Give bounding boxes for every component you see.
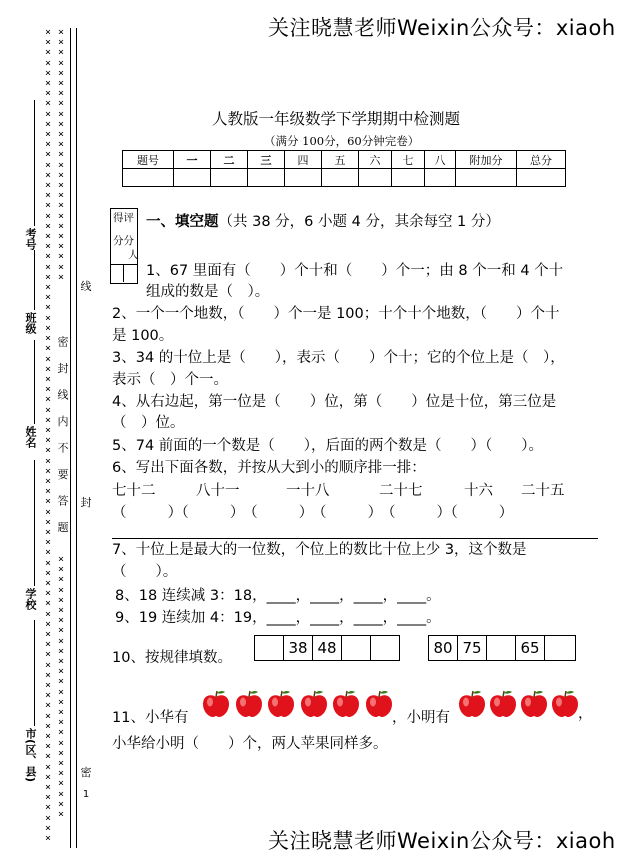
q6-word: 二十七 — [379, 483, 423, 499]
q6-word: 八十一 — [196, 483, 240, 499]
question-11-label-a: 11、小华有 — [112, 710, 189, 726]
apple-icon — [488, 690, 518, 718]
score-table-header — [123, 151, 566, 169]
line-shi — [34, 620, 35, 726]
score-table-blank-row — [123, 169, 566, 187]
question-1-line-2: 组成的数是（ ）。 — [146, 284, 270, 300]
score-cell: 五 — [322, 151, 359, 169]
score-input[interactable] — [211, 169, 248, 187]
question-7-line-2: （ ）。 — [112, 564, 178, 580]
apple-icon — [331, 690, 361, 718]
page-subtitle: （满分 100分，60分钟完卷） — [264, 134, 420, 148]
question-9: 9、19 连续加 4：19，____，____，____，____。 — [115, 610, 441, 626]
section-rule: （共 38 分，6 小题 4 分，其余每空 1 分） — [218, 214, 500, 230]
seal-mi: 密 — [80, 766, 92, 779]
score-cell: 一 — [174, 151, 211, 169]
score-input[interactable] — [517, 169, 566, 187]
q6-word: 二十五 — [521, 483, 565, 499]
apple-icon — [201, 690, 231, 718]
question-1-line-1: 1、67 里面有（ ）个十和（ ）个一；由 8 个一和 4 个十 — [146, 263, 564, 279]
q6-answer-blanks[interactable]: （ ）（ ） （ ） （ ） （ ）（ ） — [112, 505, 513, 521]
question-11-comma: ， — [578, 706, 593, 722]
score-cell: 总分 — [517, 151, 566, 169]
q6-word: 七十二 — [112, 483, 156, 499]
score-input[interactable] — [174, 169, 211, 187]
apple-icon — [457, 690, 487, 718]
sequence-cell[interactable]: 80 — [428, 635, 458, 661]
sequence-cell[interactable] — [254, 635, 284, 661]
apple-icon — [234, 690, 264, 718]
grader-label-1: 得评 — [113, 212, 134, 224]
score-cell: 附加分 — [456, 151, 517, 169]
score-input[interactable] — [285, 169, 322, 187]
apple-icon — [550, 690, 580, 718]
score-input[interactable] — [322, 169, 359, 187]
score-cell: 二 — [211, 151, 248, 169]
sequence-cell[interactable]: 38 — [283, 635, 313, 661]
label-kaohao: 考号 — [24, 228, 37, 250]
no-answer-warning: 密 封 线 内 不 要 答 题 — [56, 336, 69, 539]
grader-label-2: 分分 — [113, 235, 134, 247]
question-3-line-2: 表示（ ）个一。 — [112, 372, 228, 388]
sequence-cell[interactable]: 48 — [312, 635, 342, 661]
score-cell: 七 — [392, 151, 425, 169]
question-11-line-2: 小华给小明（ ）个，两人苹果同样多。 — [112, 736, 388, 752]
question-8: 8、18 连续减 3：18，____，____，____，____。 — [115, 588, 441, 604]
question-11-label-b: ，小明有 — [392, 710, 450, 726]
line-xuexiao — [34, 460, 35, 586]
label-xuexiao: 学校 — [24, 588, 37, 610]
score-input[interactable] — [123, 169, 174, 187]
sequence-cell[interactable] — [544, 635, 576, 661]
score-cell: 题号 — [123, 151, 174, 169]
x-border-right-upper: ××××××××××××××××××××××××× — [57, 28, 65, 283]
question-2-line-2: 是 100。 — [112, 328, 174, 344]
question-3-line-1: 3、34 的十位上是（ ），表示（ ）个十；它的个位上是（ ）， — [112, 350, 565, 366]
apple-icon — [266, 690, 296, 718]
line-kaohao — [34, 100, 35, 226]
question-4-line-1: 4、从右边起，第一位是（ ）位，第（ ）位是十位，第三位是 — [112, 394, 557, 410]
score-input[interactable] — [456, 169, 517, 187]
section-title: 一、填空题 — [146, 214, 219, 230]
seal-feng: 封 — [80, 496, 92, 509]
page-title: 人教版一年级数学下学期期中检测题 — [212, 110, 461, 128]
q6-word: 一十八 — [286, 483, 330, 499]
question-2-line-1: 2、一个一个地数，（ ）个一是 100；十个十个地数，（ ）个十 — [112, 306, 560, 322]
question-7-line-1: 7、十位上是最大的一位数，个位上的数比十位上少 3，这个数是 — [112, 542, 527, 558]
score-cell: 四 — [285, 151, 322, 169]
question-4-line-2: （ ）位。 — [112, 415, 185, 431]
score-input[interactable] — [392, 169, 425, 187]
label-banji: 班级 — [24, 312, 37, 334]
sequence-cell[interactable] — [341, 635, 371, 661]
score-table — [122, 150, 566, 187]
label-xingming: 姓名 — [24, 426, 37, 448]
sequence-cell[interactable]: 75 — [457, 635, 487, 661]
question-10: 10、按规律填数。 — [112, 650, 232, 666]
section-heading — [146, 211, 500, 233]
score-input[interactable] — [425, 169, 456, 187]
grader-box-divider-v — [123, 264, 124, 282]
apple-icon — [364, 690, 394, 718]
label-shi: 市(区、县) — [24, 728, 37, 783]
x-border-left: ×××××××××××××××××××××××××××××××××××××××××××××××××××××××××××××××××××××××××××××××× — [44, 28, 52, 843]
page-number: 1 — [82, 789, 90, 800]
score-cell: 六 — [359, 151, 392, 169]
binding-line-1 — [70, 28, 71, 848]
bottom-banner: 关注晓慧老师Weixin公众号：xiaoh — [268, 829, 616, 853]
question-5: 5、74 前面的一个数是（ ），后面的两个数是（ ）（ ）。 — [112, 438, 544, 454]
x-border-right-lower: ×××××××××××××××××××××××××× — [57, 555, 65, 821]
score-cell: 八 — [425, 151, 456, 169]
apple-icon — [519, 690, 549, 718]
sequence-cell[interactable]: 65 — [515, 635, 545, 661]
binding-line-2 — [76, 28, 77, 848]
score-input[interactable] — [248, 169, 285, 187]
grader-label-3: 人 — [128, 249, 139, 261]
apple-icon — [299, 690, 329, 718]
sequence-cell[interactable] — [370, 635, 400, 661]
q6-word: 十六 — [464, 483, 493, 499]
question-6: 6、写出下面各数，并按从大到小的顺序排一排： — [112, 460, 426, 476]
line-banji — [34, 250, 35, 310]
top-banner: 关注晓慧老师Weixin公众号：xiaoh — [268, 16, 616, 40]
line-xingming — [34, 340, 35, 424]
seal-xian: 线 — [80, 280, 92, 293]
score-cell: 三 — [248, 151, 285, 169]
sequence-cell[interactable] — [486, 635, 516, 661]
score-input[interactable] — [359, 169, 392, 187]
